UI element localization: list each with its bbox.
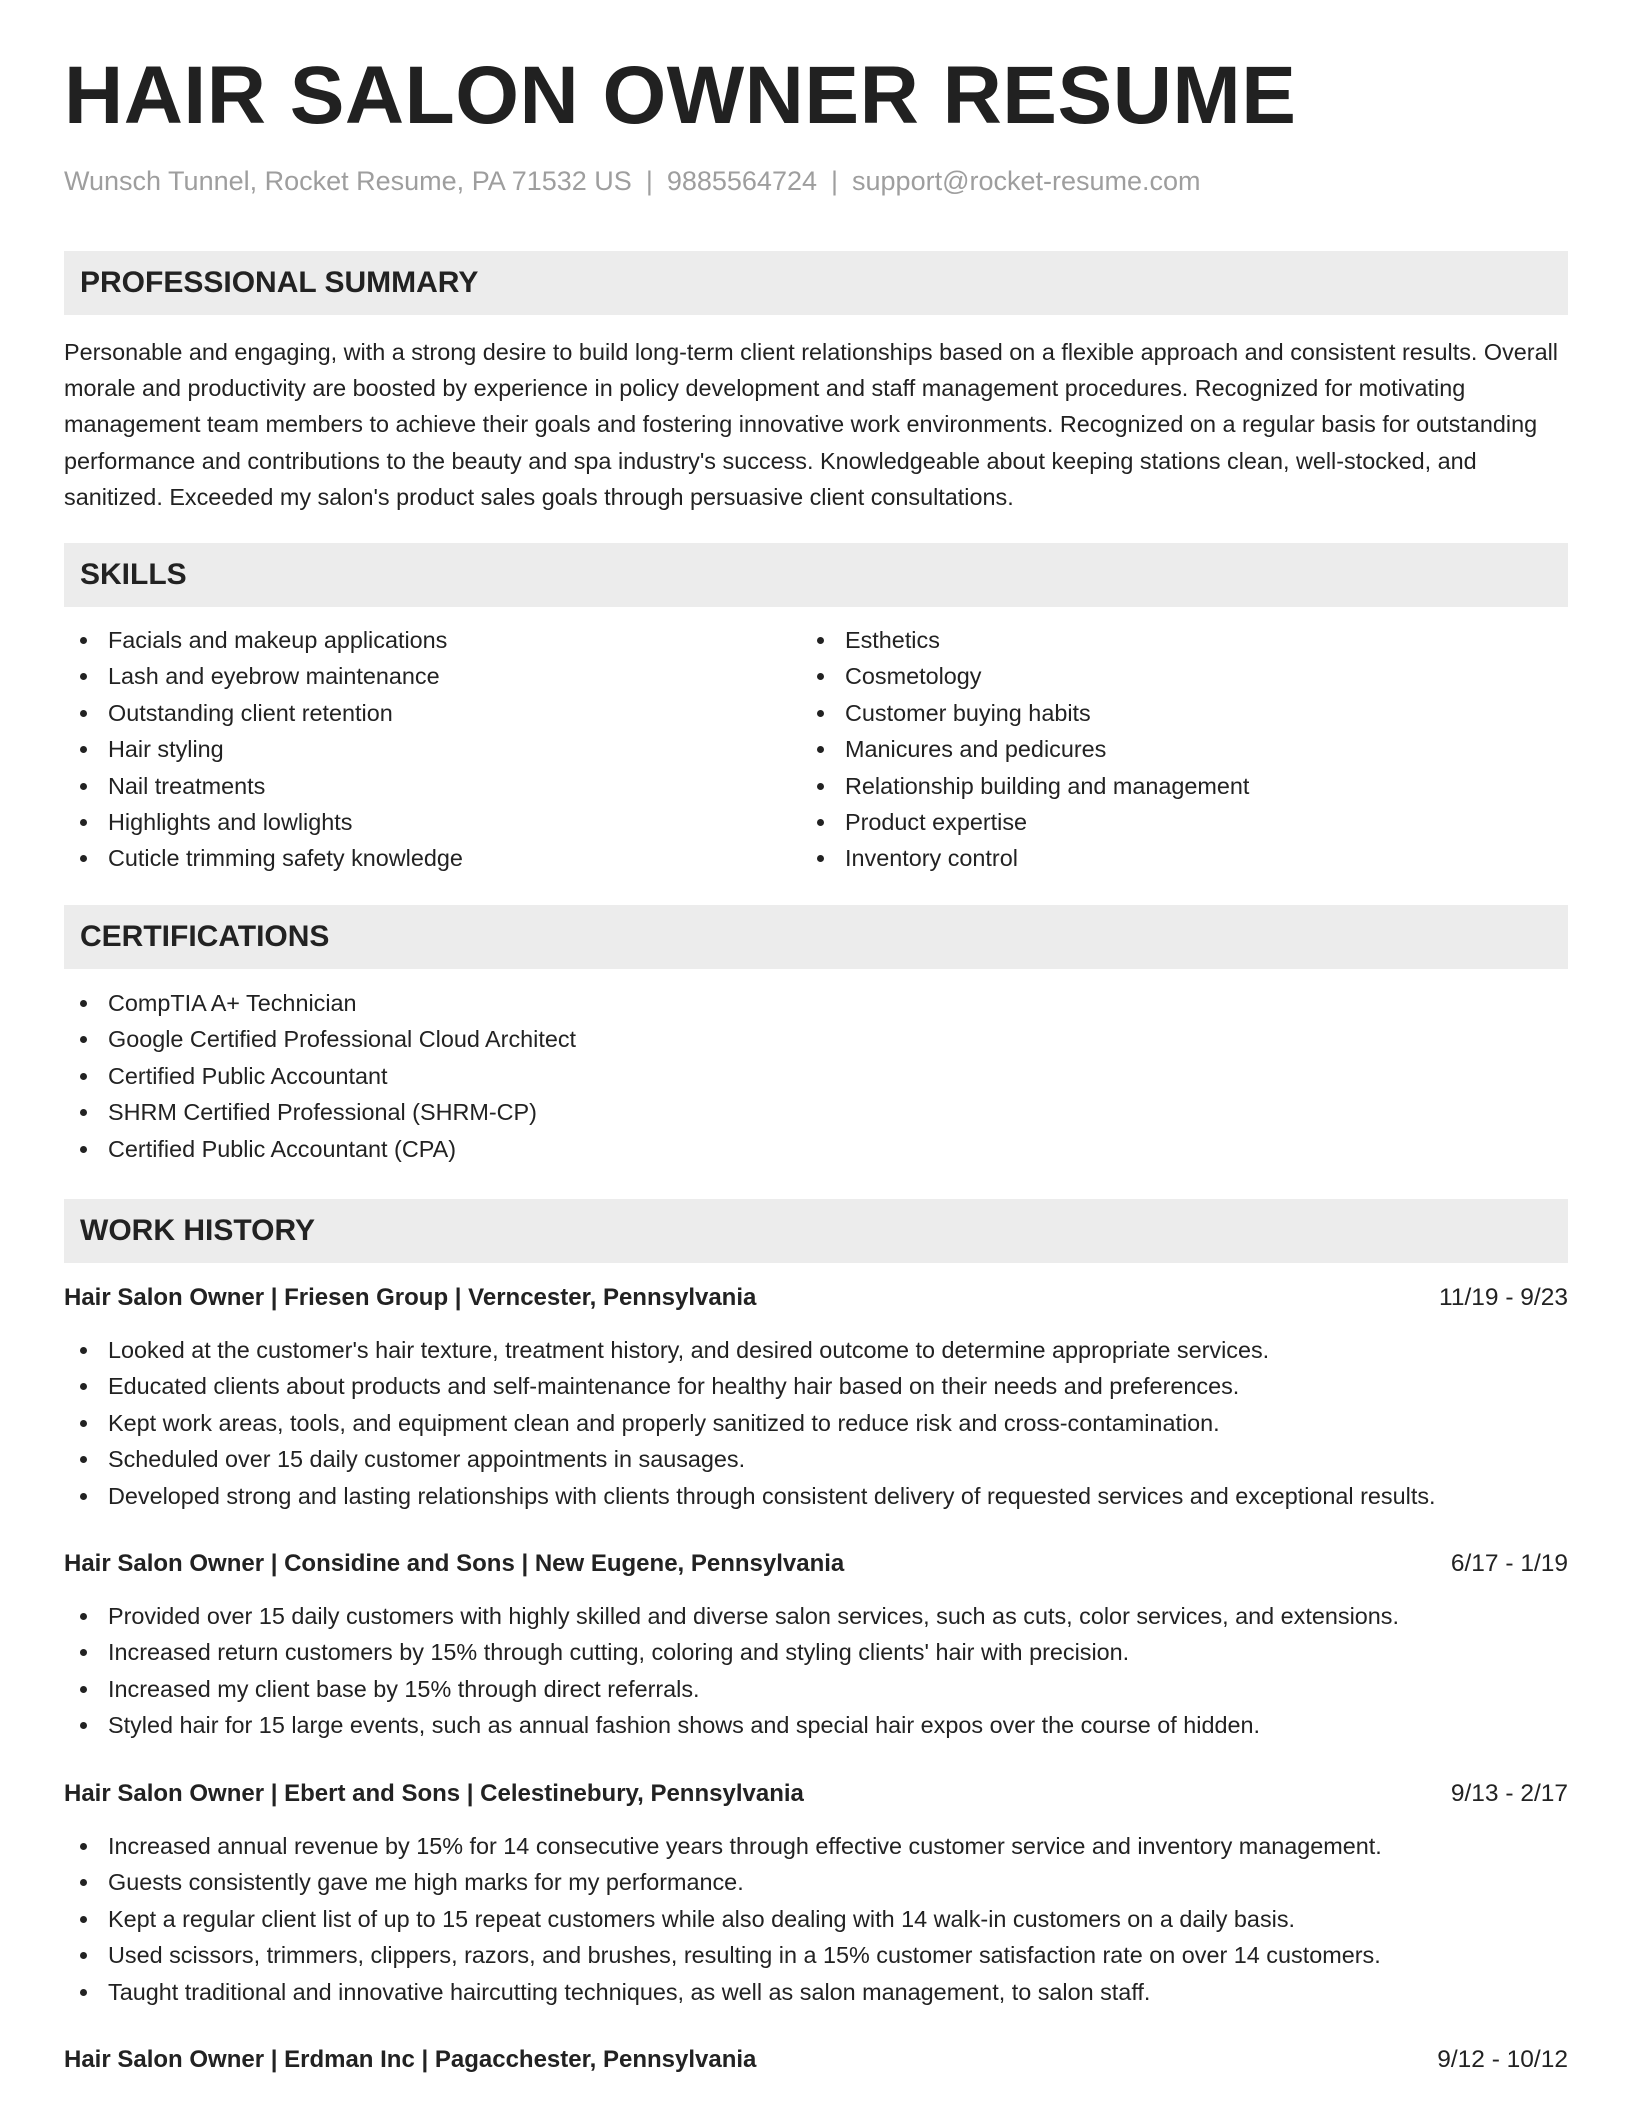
job-title: Hair Salon Owner | Considine and Sons | New Eugene, Pennsylvania [64, 1550, 845, 1577]
contact-separator: | [645, 166, 653, 196]
contact-separator: | [831, 166, 839, 196]
job-bullet: Guests consistently gave me high marks for my performance. [64, 1864, 1382, 1900]
skills-list-left [64, 622, 463, 877]
job-dates: 9/12 - 10/12 [1437, 2046, 1568, 2073]
job-bullets [64, 1598, 1399, 1744]
skill-item: Inventory control [801, 840, 1249, 876]
job-bullet: Kept work areas, tools, and equipment clean and properly sanitized to reduce risk and cross-contamination. [64, 1405, 1436, 1441]
section-header-certifications: CERTIFICATIONS [64, 905, 1568, 969]
job-bullet: Scheduled over 15 daily customer appointments in sausages. [64, 1441, 1436, 1477]
job-bullet: Increased my client base by 15% through direct referrals. [64, 1671, 1399, 1707]
job-bullet: Looked at the customer's hair texture, treatment history, and desired outcome to determine appropriate services. [64, 1332, 1436, 1368]
job-bullets [64, 1828, 1382, 2010]
job-bullet: Provided over 15 daily customers with highly skilled and diverse salon services, such as cuts, color services, and extensions. [64, 1598, 1399, 1634]
summary-text: Personable and engaging, with a strong desire to build long-term client relationships based on a flexible approach and consistent results. Overall morale and productivity are boosted by experience in policy development and staff management procedures. Recognized for motivating management team members to achieve their goals and fostering innovative work environments. Recognized on a regular basis for outstanding performance and contributions to the beauty and spa industry's success. Knowledgeable about keeping stations clean, well-stocked, and sanitized. Exceeded my salon's product sales goals through persuasive client consultations. [64, 339, 1558, 510]
skill-item: Customer buying habits [801, 695, 1249, 731]
skill-item: Product expertise [801, 804, 1249, 840]
job-title: Hair Salon Owner | Friesen Group | Verncester, Pennsylvania [64, 1284, 757, 1311]
skill-item: Manicures and pedicures [801, 731, 1249, 767]
certification-item: Certified Public Accountant [64, 1058, 576, 1094]
skill-item: Esthetics [801, 622, 1249, 658]
job-dates: 9/13 - 2/17 [1450, 1780, 1568, 1807]
contact-address: Wunsch Tunnel, Rocket Resume, PA 71532 US [64, 166, 632, 196]
section-header-summary: PROFESSIONAL SUMMARY [64, 251, 1568, 315]
job-bullet: Increased annual revenue by 15% for 14 consecutive years through effective customer service and inventory management. [64, 1828, 1382, 1864]
skills-list-right [801, 622, 1249, 877]
certification-item: Certified Public Accountant (CPA) [64, 1131, 576, 1167]
skill-item: Cuticle trimming safety knowledge [64, 840, 463, 876]
job-header [64, 1776, 1568, 1812]
skill-item: Highlights and lowlights [64, 804, 463, 840]
contact-email: support@rocket-resume.com [852, 166, 1201, 196]
job-bullet: Educated clients about products and self-maintenance for healthy hair based on their needs and preferences. [64, 1368, 1436, 1404]
skill-item: Lash and eyebrow maintenance [64, 658, 463, 694]
job-bullet: Taught traditional and innovative haircutting techniques, as well as salon management, to salon staff. [64, 1974, 1382, 2010]
job-dates: 11/19 - 9/23 [1439, 1284, 1568, 1311]
skill-item: Cosmetology [801, 658, 1249, 694]
job-bullet: Increased return customers by 15% through cutting, coloring and styling clients' hair with precision. [64, 1634, 1399, 1670]
job-dates: 6/17 - 1/19 [1450, 1550, 1568, 1577]
job-header [64, 1280, 1568, 1316]
skill-item: Outstanding client retention [64, 695, 463, 731]
job-header [64, 2042, 1568, 2078]
certifications-list [64, 985, 576, 1167]
certification-item: CompTIA A+ Technician [64, 985, 576, 1021]
section-header-work-history: WORK HISTORY [64, 1199, 1568, 1263]
certification-item: Google Certified Professional Cloud Architect [64, 1021, 576, 1057]
contact-line [64, 166, 1201, 197]
job-bullet: Used scissors, trimmers, clippers, razors, and brushes, resulting in a 15% customer satisfaction rate on over 14 customers. [64, 1937, 1382, 1973]
job-bullet: Developed strong and lasting relationships with clients through consistent delivery of requested services and exceptional results. [64, 1478, 1436, 1514]
job-title: Hair Salon Owner | Erdman Inc | Pagacchester, Pennsylvania [64, 2046, 757, 2073]
section-header-skills: SKILLS [64, 543, 1568, 607]
contact-phone: 9885564724 [666, 166, 817, 196]
job-header [64, 1546, 1568, 1582]
skill-item: Relationship building and management [801, 768, 1249, 804]
job-bullets [64, 1332, 1436, 1514]
job-bullet: Styled hair for 15 large events, such as annual fashion shows and special hair expos over the course of hidden. [64, 1707, 1399, 1743]
resume-title: HAIR SALON OWNER RESUME [64, 50, 1297, 141]
skill-item: Nail treatments [64, 768, 463, 804]
job-title: Hair Salon Owner | Ebert and Sons | Celestinebury, Pennsylvania [64, 1780, 804, 1807]
certification-item: SHRM Certified Professional (SHRM-CP) [64, 1094, 576, 1130]
skill-item: Hair styling [64, 731, 463, 767]
job-bullet: Kept a regular client list of up to 15 repeat customers while also dealing with 14 walk-in customers on a daily basis. [64, 1901, 1382, 1937]
skill-item: Facials and makeup applications [64, 622, 463, 658]
